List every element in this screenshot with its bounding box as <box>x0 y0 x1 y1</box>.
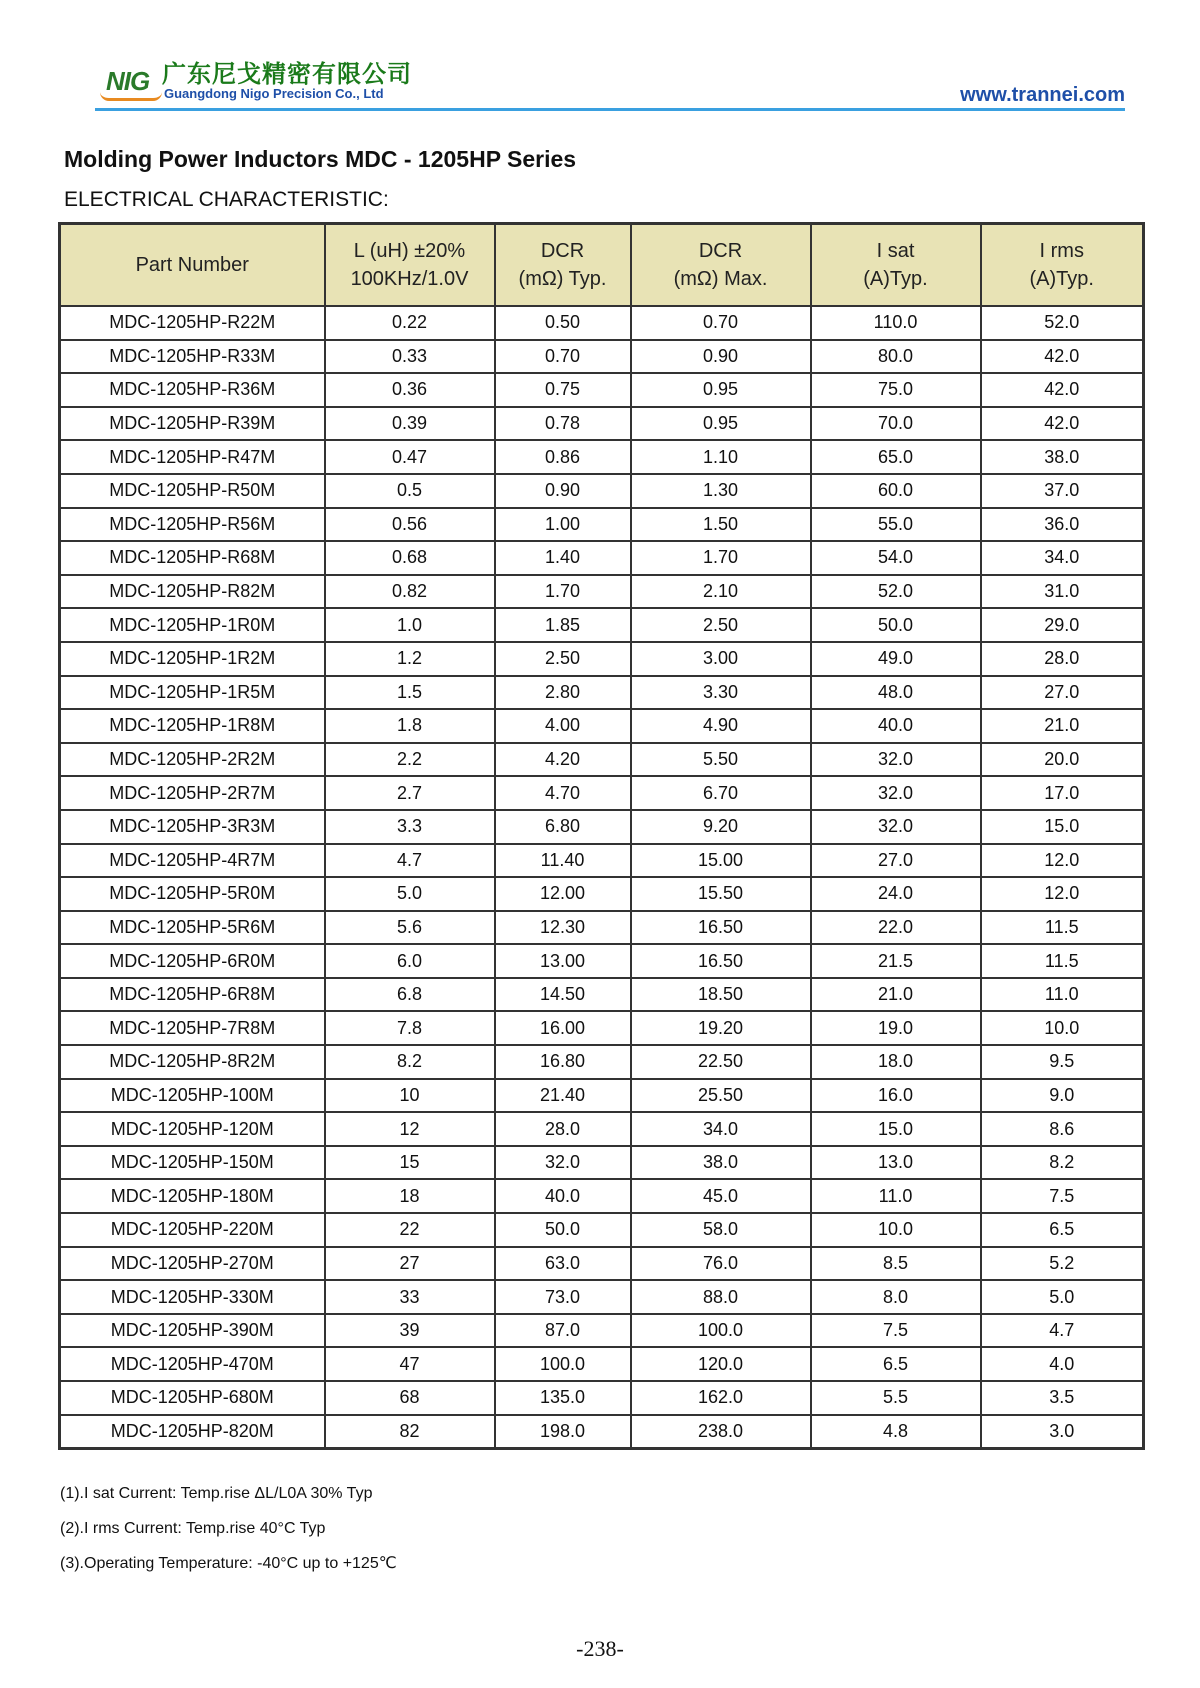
table-cell: 8.2 <box>981 1146 1144 1180</box>
table-cell: 4.90 <box>631 709 811 743</box>
company-name-en: Guangdong Nigo Precision Co., Ltd <box>164 86 384 101</box>
table-cell: 11.0 <box>981 978 1144 1012</box>
table-row <box>60 911 1144 945</box>
table-row <box>60 1011 1144 1045</box>
table-cell: 9.20 <box>631 810 811 844</box>
table-row <box>60 340 1144 374</box>
table-row <box>60 306 1144 340</box>
part-number-cell: MDC-1205HP-8R2M <box>60 1045 325 1079</box>
table-cell: 75.0 <box>811 373 981 407</box>
table-cell: 15.0 <box>811 1112 981 1146</box>
table-cell: 27.0 <box>811 844 981 878</box>
table-cell: 5.6 <box>325 911 495 945</box>
table-cell: 3.00 <box>631 642 811 676</box>
logo-swoosh-icon <box>100 92 162 101</box>
table-cell: 32.0 <box>811 776 981 810</box>
table-header-row <box>60 224 1144 307</box>
table-cell: 45.0 <box>631 1179 811 1213</box>
table-cell: 16.0 <box>811 1079 981 1113</box>
table-cell: 6.8 <box>325 978 495 1012</box>
table-cell: 0.47 <box>325 440 495 474</box>
table-cell: 1.10 <box>631 440 811 474</box>
table-cell: 11.0 <box>811 1179 981 1213</box>
column-header-line2: 100KHz/1.0V <box>350 268 469 290</box>
table-cell: 4.8 <box>811 1415 981 1449</box>
table-cell: 1.70 <box>495 575 631 609</box>
table-cell: 10.0 <box>981 1011 1144 1045</box>
part-number-cell: MDC-1205HP-390M <box>60 1314 325 1348</box>
table-cell: 55.0 <box>811 508 981 542</box>
table-cell: 6.5 <box>811 1347 981 1381</box>
table-row <box>60 1314 1144 1348</box>
page-number: -238- <box>576 1636 624 1661</box>
company-logo <box>100 56 168 96</box>
table-cell: 238.0 <box>631 1415 811 1449</box>
table-cell: 21.0 <box>811 978 981 1012</box>
website-link[interactable]: www.trannei.com <box>960 84 1125 106</box>
page-header <box>100 50 1125 110</box>
table-cell: 38.0 <box>631 1146 811 1180</box>
table-cell: 1.0 <box>325 608 495 642</box>
column-header-line1: DCR <box>540 240 585 262</box>
table-cell: 5.50 <box>631 743 811 777</box>
part-number-cell: MDC-1205HP-6R8M <box>60 978 325 1012</box>
column-header-line1: L (uH) ±20% <box>353 240 466 262</box>
table-cell: 4.70 <box>495 776 631 810</box>
table-cell: 21.40 <box>495 1079 631 1113</box>
table-cell: 76.0 <box>631 1247 811 1281</box>
table-cell: 15.0 <box>981 810 1144 844</box>
table-cell: 3.30 <box>631 676 811 710</box>
table-cell: 2.50 <box>495 642 631 676</box>
table-cell: 7.5 <box>811 1314 981 1348</box>
part-number-cell: MDC-1205HP-100M <box>60 1079 325 1113</box>
part-number-cell: MDC-1205HP-R22M <box>60 306 325 340</box>
part-number-cell: MDC-1205HP-R68M <box>60 541 325 575</box>
table-cell: 63.0 <box>495 1247 631 1281</box>
table-cell: 33 <box>325 1280 495 1314</box>
part-number-cell: MDC-1205HP-7R8M <box>60 1011 325 1045</box>
table-cell: 42.0 <box>981 407 1144 441</box>
table-cell: 28.0 <box>981 642 1144 676</box>
table-cell: 1.8 <box>325 709 495 743</box>
column-header-line1: DCR <box>698 240 743 262</box>
table-cell: 16.80 <box>495 1045 631 1079</box>
column-header-line2: (A)Typ. <box>1029 268 1094 290</box>
table-cell: 15 <box>325 1146 495 1180</box>
table-cell: 21.5 <box>811 944 981 978</box>
table-cell: 11.5 <box>981 944 1144 978</box>
table-cell: 9.0 <box>981 1079 1144 1113</box>
table-cell: 16.50 <box>631 944 811 978</box>
table-cell: 1.70 <box>631 541 811 575</box>
table-cell: 2.10 <box>631 575 811 609</box>
table-cell: 0.36 <box>325 373 495 407</box>
table-row <box>60 1280 1144 1314</box>
table-cell: 13.00 <box>495 944 631 978</box>
table-cell: 47 <box>325 1347 495 1381</box>
page-title: Molding Power Inductors MDC - 1205HP Series <box>64 146 577 172</box>
table-cell: 60.0 <box>811 474 981 508</box>
header-divider <box>95 108 1125 111</box>
table-cell: 0.70 <box>631 306 811 340</box>
table-cell: 4.00 <box>495 709 631 743</box>
table-cell: 19.20 <box>631 1011 811 1045</box>
table-cell: 38.0 <box>981 440 1144 474</box>
table-cell: 5.5 <box>811 1381 981 1415</box>
table-cell: 70.0 <box>811 407 981 441</box>
table-cell: 54.0 <box>811 541 981 575</box>
table-cell: 82 <box>325 1415 495 1449</box>
part-number-cell: MDC-1205HP-R56M <box>60 508 325 542</box>
column-header <box>60 224 325 307</box>
table-cell: 12.0 <box>981 877 1144 911</box>
table-cell: 100.0 <box>631 1314 811 1348</box>
table-cell: 42.0 <box>981 340 1144 374</box>
table-cell: 8.0 <box>811 1280 981 1314</box>
table-cell: 36.0 <box>981 508 1144 542</box>
table-cell: 18 <box>325 1179 495 1213</box>
table-row <box>60 1381 1144 1415</box>
logo-text: NIG <box>106 66 150 96</box>
table-cell: 4.0 <box>981 1347 1144 1381</box>
column-header <box>981 224 1144 307</box>
table-row <box>60 440 1144 474</box>
table-cell: 1.40 <box>495 541 631 575</box>
table-cell: 0.56 <box>325 508 495 542</box>
part-number-cell: MDC-1205HP-680M <box>60 1381 325 1415</box>
table-cell: 58.0 <box>631 1213 811 1247</box>
table-cell: 0.50 <box>495 306 631 340</box>
table-row <box>60 373 1144 407</box>
table-row <box>60 844 1144 878</box>
table-cell: 48.0 <box>811 676 981 710</box>
table-cell: 16.00 <box>495 1011 631 1045</box>
table-cell: 88.0 <box>631 1280 811 1314</box>
table-cell: 2.7 <box>325 776 495 810</box>
table-cell: 14.50 <box>495 978 631 1012</box>
part-number-cell: MDC-1205HP-R36M <box>60 373 325 407</box>
table-cell: 0.33 <box>325 340 495 374</box>
table-cell: 34.0 <box>631 1112 811 1146</box>
part-number-cell: MDC-1205HP-180M <box>60 1179 325 1213</box>
column-header-line1: I sat <box>876 240 915 262</box>
table-cell: 73.0 <box>495 1280 631 1314</box>
column-header-line2: (mΩ) Max. <box>673 268 768 290</box>
part-number-cell: MDC-1205HP-270M <box>60 1247 325 1281</box>
part-number-cell: MDC-1205HP-330M <box>60 1280 325 1314</box>
column-header-line2: (A)Typ. <box>863 268 928 290</box>
table-cell: 37.0 <box>981 474 1144 508</box>
column-header <box>631 224 811 307</box>
part-number-cell: MDC-1205HP-1R2M <box>60 642 325 676</box>
table-cell: 8.6 <box>981 1112 1144 1146</box>
table-cell: 18.0 <box>811 1045 981 1079</box>
part-number-cell: MDC-1205HP-150M <box>60 1146 325 1180</box>
part-number-cell: MDC-1205HP-R39M <box>60 407 325 441</box>
table-cell: 12.0 <box>981 844 1144 878</box>
table-cell: 39 <box>325 1314 495 1348</box>
part-number-cell: MDC-1205HP-4R7M <box>60 844 325 878</box>
table-cell: 6.80 <box>495 810 631 844</box>
company-name-cn: 广东尼戈精密有限公司 <box>162 60 412 88</box>
electrical-characteristics-table-wrap <box>58 222 1142 1450</box>
table-row <box>60 1415 1144 1449</box>
table-cell: 0.82 <box>325 575 495 609</box>
table-cell: 4.7 <box>981 1314 1144 1348</box>
note-irms: (2).I rms Current: Temp.rise 40°C Typ <box>60 1520 326 1537</box>
table-cell: 0.39 <box>325 407 495 441</box>
table-row <box>60 709 1144 743</box>
table-cell: 12.00 <box>495 877 631 911</box>
part-number-cell: MDC-1205HP-2R2M <box>60 743 325 777</box>
table-cell: 32.0 <box>811 810 981 844</box>
table-cell: 68 <box>325 1381 495 1415</box>
table-cell: 2.2 <box>325 743 495 777</box>
part-number-cell: MDC-1205HP-R82M <box>60 575 325 609</box>
table-cell: 0.95 <box>631 407 811 441</box>
table-row <box>60 1213 1144 1247</box>
part-number-cell: MDC-1205HP-1R8M <box>60 709 325 743</box>
table-cell: 7.5 <box>981 1179 1144 1213</box>
table-cell: 11.5 <box>981 911 1144 945</box>
table-cell: 9.5 <box>981 1045 1144 1079</box>
table-cell: 27.0 <box>981 676 1144 710</box>
note-isat: (1).I sat Current: Temp.rise ΔL/L0A 30% Typ <box>60 1485 373 1502</box>
table-cell: 162.0 <box>631 1381 811 1415</box>
column-header-line2: (mΩ) Typ. <box>518 268 607 290</box>
table-cell: 0.75 <box>495 373 631 407</box>
table-cell: 0.90 <box>631 340 811 374</box>
table-cell: 15.00 <box>631 844 811 878</box>
table-cell: 5.0 <box>325 877 495 911</box>
table-cell: 0.68 <box>325 541 495 575</box>
table-row <box>60 1247 1144 1281</box>
table-row <box>60 877 1144 911</box>
table-cell: 52.0 <box>811 575 981 609</box>
table-cell: 120.0 <box>631 1347 811 1381</box>
table-cell: 40.0 <box>495 1179 631 1213</box>
part-number-cell: MDC-1205HP-5R6M <box>60 911 325 945</box>
table-cell: 28.0 <box>495 1112 631 1146</box>
table-row <box>60 743 1144 777</box>
table-row <box>60 1347 1144 1381</box>
table-cell: 0.95 <box>631 373 811 407</box>
table-row <box>60 474 1144 508</box>
table-cell: 135.0 <box>495 1381 631 1415</box>
table-cell: 3.5 <box>981 1381 1144 1415</box>
table-cell: 1.00 <box>495 508 631 542</box>
table-cell: 12.30 <box>495 911 631 945</box>
table-cell: 20.0 <box>981 743 1144 777</box>
table-cell: 18.50 <box>631 978 811 1012</box>
table-row <box>60 1112 1144 1146</box>
table-row <box>60 1079 1144 1113</box>
table-cell: 1.5 <box>325 676 495 710</box>
table-cell: 6.5 <box>981 1213 1144 1247</box>
table-cell: 22.0 <box>811 911 981 945</box>
part-number-cell: MDC-1205HP-120M <box>60 1112 325 1146</box>
table-cell: 32.0 <box>811 743 981 777</box>
table-row <box>60 407 1144 441</box>
table-cell: 1.30 <box>631 474 811 508</box>
note-operating-temp: (3).Operating Temperature: -40°C up to +125℃ <box>60 1555 397 1572</box>
table-cell: 65.0 <box>811 440 981 474</box>
table-cell: 100.0 <box>495 1347 631 1381</box>
table-cell: 0.70 <box>495 340 631 374</box>
table-cell: 5.0 <box>981 1280 1144 1314</box>
table-cell: 29.0 <box>981 608 1144 642</box>
part-number-cell: MDC-1205HP-R50M <box>60 474 325 508</box>
section-heading: ELECTRICAL CHARACTERISTIC: <box>64 188 389 211</box>
table-row <box>60 978 1144 1012</box>
table-row <box>60 676 1144 710</box>
table-cell: 80.0 <box>811 340 981 374</box>
table-cell: 6.70 <box>631 776 811 810</box>
table-cell: 0.90 <box>495 474 631 508</box>
table-cell: 4.7 <box>325 844 495 878</box>
part-number-cell: MDC-1205HP-220M <box>60 1213 325 1247</box>
table-cell: 0.86 <box>495 440 631 474</box>
table-cell: 2.50 <box>631 608 811 642</box>
table-cell: 34.0 <box>981 541 1144 575</box>
table-cell: 1.85 <box>495 608 631 642</box>
table-cell: 198.0 <box>495 1415 631 1449</box>
table-cell: 8.2 <box>325 1045 495 1079</box>
table-cell: 42.0 <box>981 373 1144 407</box>
table-cell: 49.0 <box>811 642 981 676</box>
table-row <box>60 508 1144 542</box>
part-number-cell: MDC-1205HP-820M <box>60 1415 325 1449</box>
column-header <box>325 224 495 307</box>
column-header <box>811 224 981 307</box>
column-header-line1: Part Number <box>135 254 249 276</box>
table-cell: 4.20 <box>495 743 631 777</box>
table-cell: 17.0 <box>981 776 1144 810</box>
table-cell: 52.0 <box>981 306 1144 340</box>
table-row <box>60 1146 1144 1180</box>
table-row <box>60 541 1144 575</box>
table-row <box>60 608 1144 642</box>
table-cell: 1.2 <box>325 642 495 676</box>
part-number-cell: MDC-1205HP-470M <box>60 1347 325 1381</box>
table-cell: 8.5 <box>811 1247 981 1281</box>
table-cell: 21.0 <box>981 709 1144 743</box>
column-header <box>495 224 631 307</box>
column-header-line1: I rms <box>1039 240 1084 262</box>
table-row <box>60 944 1144 978</box>
table-row <box>60 642 1144 676</box>
table-cell: 3.3 <box>325 810 495 844</box>
table-cell: 0.22 <box>325 306 495 340</box>
part-number-cell: MDC-1205HP-3R3M <box>60 810 325 844</box>
table-row <box>60 810 1144 844</box>
table-cell: 2.80 <box>495 676 631 710</box>
part-number-cell: MDC-1205HP-R33M <box>60 340 325 374</box>
table-cell: 0.78 <box>495 407 631 441</box>
table-cell: 6.0 <box>325 944 495 978</box>
table-cell: 15.50 <box>631 877 811 911</box>
table-cell: 25.50 <box>631 1079 811 1113</box>
table-cell: 16.50 <box>631 911 811 945</box>
table-cell: 50.0 <box>495 1213 631 1247</box>
table-row <box>60 1179 1144 1213</box>
table-row <box>60 1045 1144 1079</box>
table-cell: 31.0 <box>981 575 1144 609</box>
table-cell: 87.0 <box>495 1314 631 1348</box>
table-cell: 10 <box>325 1079 495 1113</box>
part-number-cell: MDC-1205HP-6R0M <box>60 944 325 978</box>
electrical-characteristics-table <box>58 222 1145 1450</box>
table-cell: 22 <box>325 1213 495 1247</box>
part-number-cell: MDC-1205HP-1R0M <box>60 608 325 642</box>
table-cell: 13.0 <box>811 1146 981 1180</box>
notes <box>60 1476 397 1581</box>
table-cell: 12 <box>325 1112 495 1146</box>
table-cell: 50.0 <box>811 608 981 642</box>
table-row <box>60 776 1144 810</box>
table-cell: 24.0 <box>811 877 981 911</box>
table-cell: 3.0 <box>981 1415 1144 1449</box>
table-body <box>60 306 1144 1449</box>
table-cell: 40.0 <box>811 709 981 743</box>
table-cell: 22.50 <box>631 1045 811 1079</box>
part-number-cell: MDC-1205HP-5R0M <box>60 877 325 911</box>
table-cell: 7.8 <box>325 1011 495 1045</box>
table-cell: 10.0 <box>811 1213 981 1247</box>
table-cell: 0.5 <box>325 474 495 508</box>
table-cell: 110.0 <box>811 306 981 340</box>
part-number-cell: MDC-1205HP-2R7M <box>60 776 325 810</box>
table-cell: 27 <box>325 1247 495 1281</box>
table-cell: 19.0 <box>811 1011 981 1045</box>
table-cell: 32.0 <box>495 1146 631 1180</box>
table-cell: 1.50 <box>631 508 811 542</box>
part-number-cell: MDC-1205HP-R47M <box>60 440 325 474</box>
part-number-cell: MDC-1205HP-1R5M <box>60 676 325 710</box>
table-cell: 11.40 <box>495 844 631 878</box>
table-cell: 5.2 <box>981 1247 1144 1281</box>
table-row <box>60 575 1144 609</box>
